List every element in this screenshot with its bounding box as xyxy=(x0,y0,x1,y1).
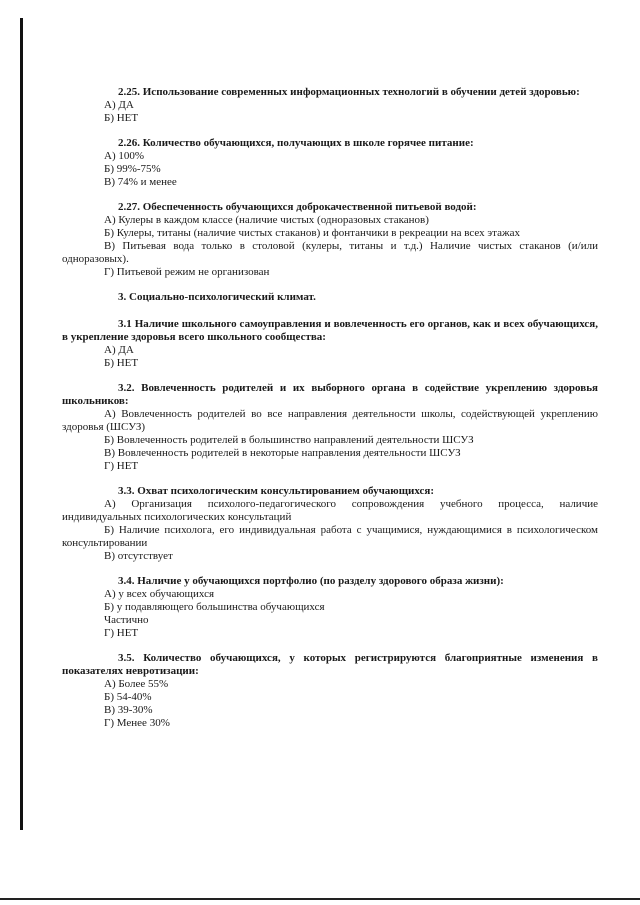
question-heading: 3.3. Охват психологическим консультированием обучающихся: xyxy=(118,485,435,497)
document-body xyxy=(62,86,598,742)
scan-left-border xyxy=(20,18,23,830)
answer-option: Частично xyxy=(104,614,149,626)
answer-option: Б) НЕТ xyxy=(104,112,139,124)
question-heading: 2.25. Использование современных информационных технологий в обучении детей здоровью: xyxy=(118,86,580,98)
answer-option: Б) 99%-75% xyxy=(104,163,161,175)
answer-option: Б) 54-40% xyxy=(104,691,152,703)
answer-option: Г) Менее 30% xyxy=(104,717,170,729)
answer-option: Г) Питьевой режим не организован xyxy=(104,266,270,278)
question-3-5 xyxy=(62,652,598,730)
question-2-27 xyxy=(62,201,598,279)
answer-option: А) Более 55% xyxy=(104,678,169,690)
question-3-4 xyxy=(62,575,598,640)
answer-option: В) 74% и менее xyxy=(104,176,177,188)
answer-option: А) Кулеры в каждом классе (наличие чистых (одноразовых стаканов) xyxy=(104,214,429,226)
question-heading: 3.5. Количество обучающихся, у которых регистрируются благоприятные изменения в показателях невротизации: xyxy=(62,652,598,677)
answer-option: А) Вовлеченность родителей во все направления деятельности школы, содействующей укреплению здоровья (ШСУЗ) xyxy=(62,408,598,433)
section-title: 3. Социально-психологический климат. xyxy=(118,291,316,303)
answer-option: В) 39-30% xyxy=(104,704,153,716)
answer-option: В) отсутствует xyxy=(104,550,173,562)
question-2-26 xyxy=(62,137,598,189)
question-heading: 2.26. Количество обучающихся, получающих в школе горячее питание: xyxy=(118,137,474,149)
answer-option: А) Организация психолого-педагогического сопровождения учебного процесса, наличие индивидуальных психологических консультаций xyxy=(62,498,598,523)
question-3-3 xyxy=(62,485,598,563)
question-3-2 xyxy=(62,382,598,473)
answer-option: В) Питьевая вода только в столовой (кулеры, титаны и т.д.) Наличие чистых стаканов (и/или одноразовых). xyxy=(62,240,598,265)
answer-option: Г) НЕТ xyxy=(104,460,139,472)
question-heading: 3.2. Вовлеченность родителей и их выборного органа в содействие укреплению здоровья школьников: xyxy=(62,382,598,407)
answer-option: Б) НЕТ xyxy=(104,357,139,369)
answer-option: А) 100% xyxy=(104,150,145,162)
answer-option: А) ДА xyxy=(104,99,134,111)
answer-option: Б) Наличие психолога, его индивидуальная работа с учащимися, нуждающимися в психологическом консультировании xyxy=(62,524,598,549)
answer-option: Г) НЕТ xyxy=(104,627,139,639)
answer-option: А) у всех обучающихся xyxy=(104,588,215,600)
answer-option: Б) Кулеры, титаны (наличие чистых стаканов) и фонтанчики в рекреации на всех этажах xyxy=(104,227,520,239)
answer-option: В) Вовлеченность родителей в некоторые направления деятельности ШСУЗ xyxy=(104,447,461,459)
scan-bottom-border xyxy=(0,898,640,900)
answer-option: Б) у подавляющего большинства обучающихся xyxy=(104,601,325,613)
question-heading: 3.4. Наличие у обучающихся портфолио (по разделу здорового образа жизни): xyxy=(118,575,504,587)
question-heading: 2.27. Обеспеченность обучающихся доброкачественной питьевой водой: xyxy=(118,201,477,213)
question-3-1 xyxy=(62,318,598,370)
answer-option: Б) Вовлеченность родителей в большинство направлений деятельности ШСУЗ xyxy=(104,434,474,446)
answer-option: А) ДА xyxy=(104,344,134,356)
question-2-25 xyxy=(62,86,598,125)
question-heading: 3.1 Наличие школьного самоуправления и вовлеченность его органов, как и всех обучающихся, в укрепление здоровья всего школьного сообщества: xyxy=(62,318,598,343)
